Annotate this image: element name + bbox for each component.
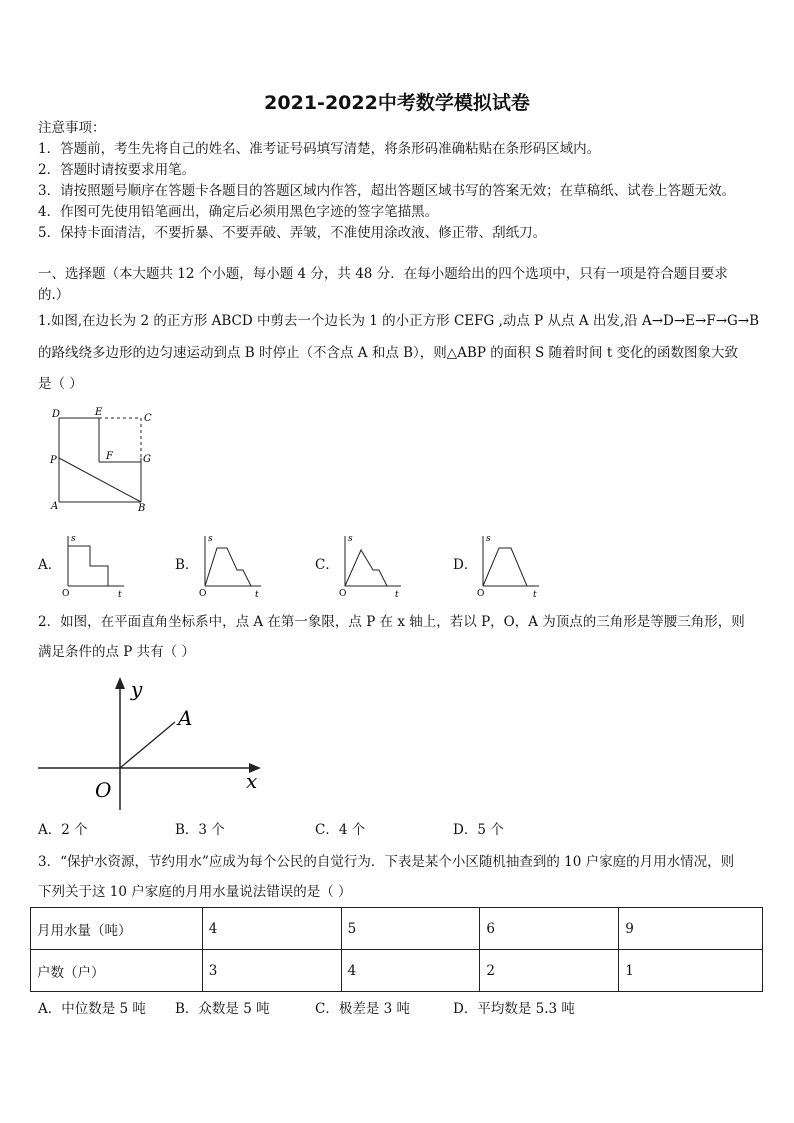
table-cell: 3 [202, 950, 341, 992]
table-row [31, 908, 763, 950]
origin-label: O [339, 589, 347, 599]
table-cell: 4 [341, 950, 480, 992]
axis-t-label: t [395, 590, 399, 600]
origin-label: O [62, 589, 70, 599]
table-cell: 6 [480, 908, 619, 950]
section-heading-cont: 的.） [38, 287, 70, 303]
table-cell: 1 [619, 950, 763, 992]
axis-x-label: x [246, 769, 258, 793]
q1-option-d-graph [475, 530, 545, 600]
axis-t-label: t [255, 590, 259, 600]
q2-option-d[interactable]: D．5 个 [453, 822, 504, 838]
axis-y-label: y [131, 677, 143, 701]
origin-label: O [95, 778, 112, 802]
axis-t-label: t [118, 590, 122, 600]
notice-item: 5．保持卡面清洁，不要折暴、不要弄破、弄皱，不准使用涂改液、修正带、刮纸刀。 [38, 225, 547, 241]
page-title: 2021-2022中考数学模拟试卷 [264, 92, 530, 114]
q2-option-c[interactable]: C．4 个 [315, 822, 366, 838]
label-a: A [51, 501, 59, 512]
axis-s-label: s [71, 534, 76, 544]
point-a-label: A [178, 706, 193, 730]
q1-option-c[interactable]: C． [315, 557, 339, 573]
q1-text: 是（ ） [38, 376, 83, 392]
axis-s-label: s [486, 534, 491, 544]
q3-option-d[interactable]: D．平均数是 5.3 吨 [453, 1001, 575, 1017]
q1-option-b[interactable]: B． [175, 557, 199, 573]
q1-option-a-graph [60, 530, 130, 600]
q2-text: 满足条件的点 P 共有（ ） [38, 644, 195, 660]
notice-item: 1．答题前，考生先将自己的姓名、准考证号码填写清楚，将条形码准确粘贴在条形码区域内。 [38, 141, 601, 157]
label-e: E [95, 407, 103, 418]
q2-coordinate-figure [35, 672, 275, 814]
table-row [31, 950, 763, 992]
q1-option-c-graph [337, 530, 407, 600]
label-b: B [138, 503, 146, 514]
origin-label: O [477, 589, 485, 599]
table-cell: 9 [619, 908, 763, 950]
origin-label: O [199, 589, 207, 599]
q2-text: 2．如图，在平面直角坐标系中，点 A 在第一象限，点 P 在 x 轴上，若以 P，O，A 为顶点的三角形是等腰三角形，则 [38, 614, 745, 630]
q3-option-c[interactable]: C．极差是 3 吨 [315, 1001, 411, 1017]
q2-option-b[interactable]: B．3 个 [175, 822, 225, 838]
table-cell: 月用水量（吨） [31, 908, 203, 950]
notice-heading: 注意事项： [38, 120, 106, 136]
table-cell: 户数（户） [31, 950, 203, 992]
q1-square-figure [44, 405, 164, 515]
table-cell: 5 [341, 908, 480, 950]
table-cell: 2 [480, 950, 619, 992]
label-c: C [144, 413, 152, 424]
q3-text: 3．“保护水资源，节约用水”应成为每个公民的自觉行为．下表是某个小区随机抽查到的 10 户家庭的月用水情况，则 [38, 854, 735, 870]
axis-s-label: s [348, 534, 353, 544]
label-p: P [50, 455, 57, 466]
q3-text: 下列关于这 10 户家庭的月用水量说法错误的是（ ） [38, 884, 352, 900]
section-heading: 一、选择题（本大题共 12 个小题，每小题 4 分，共 48 分．在每小题给出的四个选项中，只有一项是符合题目要求 [38, 266, 728, 282]
axis-t-label: t [533, 590, 537, 600]
water-usage-table [30, 907, 763, 992]
q1-option-d[interactable]: D． [453, 557, 478, 573]
table-cell: 4 [202, 908, 341, 950]
q3-option-b[interactable]: B．众数是 5 吨 [175, 1001, 270, 1017]
q3-option-a[interactable]: A．中位数是 5 吨 [38, 1001, 146, 1017]
label-g: G [143, 454, 151, 465]
q1-option-b-graph [197, 530, 267, 600]
q1-text: 的路线绕多边形的边匀速运动到点 B 时停止（不含点 A 和点 B），则△ABP 的面积 S 随着时间 t 变化的函数图象大致 [38, 345, 739, 361]
notice-item: 3．请按照题号顺序在答题卡各题目的答题区域内作答，超出答题区域书写的答案无效；在草稿纸、试卷上答题无效。 [38, 183, 736, 199]
q1-text: 1.如图,在边长为 2 的正方形 ABCD 中剪去一个边长为 1 的小正方形 CEFG ,动点 P 从点 A 出发,沿 A→D→E→F→G→B [38, 313, 760, 329]
q1-option-a[interactable]: A． [38, 557, 62, 573]
q2-option-a[interactable]: A．2 个 [38, 822, 88, 838]
notice-item: 2．答题时请按要求用笔。 [38, 162, 196, 178]
axis-s-label: s [208, 534, 213, 544]
notice-item: 4．作图可先使用铅笔画出，确定后必须用黑色字迹的签字笔描黑。 [38, 204, 439, 220]
label-f: F [106, 451, 113, 462]
label-d: D [52, 409, 61, 420]
